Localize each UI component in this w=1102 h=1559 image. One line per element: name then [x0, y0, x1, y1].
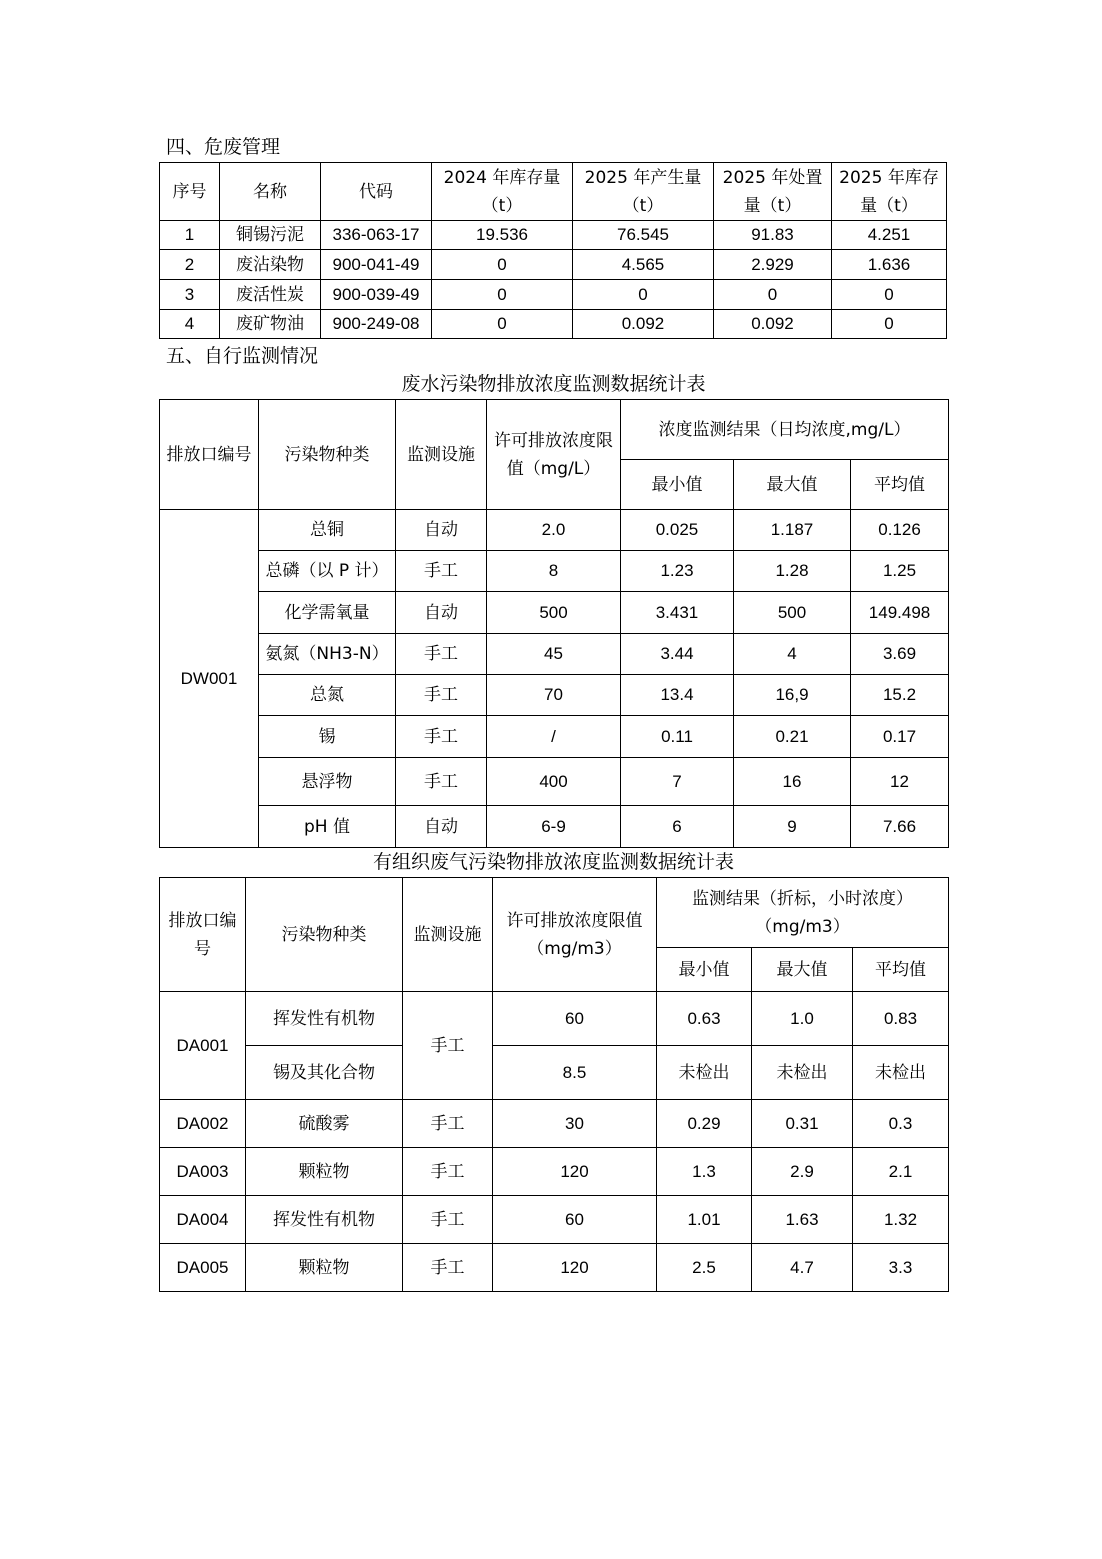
table-row	[160, 221, 947, 250]
table-cell: 手工	[403, 1196, 493, 1244]
wastewater-table-caption: 废水污染物排放浓度监测数据统计表	[401, 373, 706, 395]
table-cell: 3.44	[621, 634, 734, 675]
header-cell: 排放口编号	[160, 878, 246, 992]
section4-title: 四、危废管理	[166, 136, 281, 158]
table-cell: 91.83	[714, 221, 832, 250]
header-cell: 序号	[160, 163, 220, 221]
table-cell: 未检出	[752, 1046, 853, 1100]
table-cell: 手工	[396, 675, 487, 716]
table-cell: 2	[160, 250, 220, 280]
header-cell: 最小值	[621, 460, 734, 510]
header-cell: 许可排放浓度限值（mg/L）	[487, 400, 621, 510]
header-cell: 2025 年处置量（t）	[714, 163, 832, 221]
table-cell: 4.251	[832, 221, 947, 250]
table-cell: 1.25	[851, 551, 949, 592]
table-cell: 900-041-49	[321, 250, 432, 280]
table-cell: 2.5	[657, 1244, 752, 1292]
table-cell: 0.31	[752, 1100, 853, 1148]
table-cell: 总氮	[259, 675, 396, 716]
table-cell: 手工	[396, 758, 487, 806]
header-cell: 最大值	[752, 948, 853, 992]
table-cell: 0	[432, 310, 573, 339]
table-cell: 0.126	[851, 510, 949, 551]
outlet-cell: DW001	[160, 510, 259, 848]
table-cell: 120	[493, 1148, 657, 1196]
table-cell: 0.092	[573, 310, 714, 339]
header-cell: 许可排放浓度限值（mg/m3）	[493, 878, 657, 992]
header-cell: 浓度监测结果（日均浓度,mg/L）	[621, 400, 949, 460]
header-cell: 排放口编号	[160, 400, 259, 510]
table-cell: 7.66	[851, 806, 949, 848]
table-cell: 0.025	[621, 510, 734, 551]
table-row	[160, 551, 949, 592]
table-row	[160, 1100, 949, 1148]
table-cell: 70	[487, 675, 621, 716]
header-cell: 最小值	[657, 948, 752, 992]
table-cell: 16	[734, 758, 851, 806]
table-cell: 1.187	[734, 510, 851, 551]
hazardous-waste-table	[159, 162, 947, 339]
table-cell: 16,9	[734, 675, 851, 716]
wastewater-table	[159, 399, 949, 848]
table-cell: 30	[493, 1100, 657, 1148]
table-cell: 4	[734, 634, 851, 675]
table-cell: 未检出	[657, 1046, 752, 1100]
table-cell: 手工	[396, 634, 487, 675]
table-header-row	[160, 878, 949, 948]
table-cell: 总铜	[259, 510, 396, 551]
header-cell: 代码	[321, 163, 432, 221]
outlet-cell: DA003	[160, 1148, 246, 1196]
table-cell: 900-249-08	[321, 310, 432, 339]
table-row	[160, 592, 949, 634]
table-cell: 手工	[403, 1244, 493, 1292]
table-cell: 化学需氧量	[259, 592, 396, 634]
table-cell: 19.536	[432, 221, 573, 250]
table-cell: 2.9	[752, 1148, 853, 1196]
table-cell: 0	[832, 310, 947, 339]
table-cell: 60	[493, 1196, 657, 1244]
table-cell: /	[487, 716, 621, 758]
table-row	[160, 992, 949, 1046]
table-cell: 自动	[396, 592, 487, 634]
table-cell: 0.17	[851, 716, 949, 758]
table-row	[160, 250, 947, 280]
table-row	[160, 1196, 949, 1244]
table-cell: 7	[621, 758, 734, 806]
table-header-row	[160, 163, 947, 221]
table-cell: 手工	[396, 551, 487, 592]
table-cell: 45	[487, 634, 621, 675]
table-row	[160, 510, 949, 551]
table-cell: 400	[487, 758, 621, 806]
table-row	[160, 310, 947, 339]
header-cell: 平均值	[851, 460, 949, 510]
table-cell: 手工	[396, 716, 487, 758]
table-cell: 6-9	[487, 806, 621, 848]
table-cell: 12	[851, 758, 949, 806]
table-cell: 0.83	[853, 992, 949, 1046]
table-row	[160, 758, 949, 806]
table-row	[160, 675, 949, 716]
table-cell: 自动	[396, 510, 487, 551]
header-cell: 监测结果（折标，小时浓度）（mg/m3）	[657, 878, 949, 948]
table-cell: 手工	[403, 1100, 493, 1148]
table-cell: 自动	[396, 806, 487, 848]
table-cell: 硫酸雾	[246, 1100, 403, 1148]
table-cell: 1.28	[734, 551, 851, 592]
header-cell: 2024 年库存量（t）	[432, 163, 573, 221]
table-cell: 挥发性有机物	[246, 992, 403, 1046]
table-cell: 悬浮物	[259, 758, 396, 806]
table-cell: 336-063-17	[321, 221, 432, 250]
table-cell: 废矿物油	[220, 310, 321, 339]
table-cell: 0	[432, 280, 573, 310]
table-cell: 9	[734, 806, 851, 848]
table-cell: 900-039-49	[321, 280, 432, 310]
table-cell: 0.21	[734, 716, 851, 758]
table-cell: 3.3	[853, 1244, 949, 1292]
table-cell: 15.2	[851, 675, 949, 716]
table-cell: 120	[493, 1244, 657, 1292]
header-cell: 污染物种类	[246, 878, 403, 992]
table-cell: 废沾染物	[220, 250, 321, 280]
section5-title: 五、自行监测情况	[166, 345, 319, 367]
table-cell: 锡及其化合物	[246, 1046, 403, 1100]
outlet-cell: DA004	[160, 1196, 246, 1244]
table-cell: 3.69	[851, 634, 949, 675]
table-row	[160, 1244, 949, 1292]
table-cell: 0.3	[853, 1100, 949, 1148]
table-cell: pH 值	[259, 806, 396, 848]
outlet-cell: DA002	[160, 1100, 246, 1148]
header-cell: 监测设施	[403, 878, 493, 992]
table-cell: 颗粒物	[246, 1244, 403, 1292]
table-cell: 0.11	[621, 716, 734, 758]
table-cell: 未检出	[853, 1046, 949, 1100]
header-cell: 最大值	[734, 460, 851, 510]
table-cell: 60	[493, 992, 657, 1046]
table-cell: 挥发性有机物	[246, 1196, 403, 1244]
table-cell: 0.092	[714, 310, 832, 339]
table-row	[160, 634, 949, 675]
table-cell: 0	[714, 280, 832, 310]
table-cell: 2.1	[853, 1148, 949, 1196]
table-cell: 2.929	[714, 250, 832, 280]
table-cell: 1.3	[657, 1148, 752, 1196]
table-header-row	[160, 400, 949, 460]
table-cell: 500	[487, 592, 621, 634]
table-cell: 500	[734, 592, 851, 634]
table-cell: 总磷（以 P 计）	[259, 551, 396, 592]
table-cell: 1.63	[752, 1196, 853, 1244]
table-cell: 4.7	[752, 1244, 853, 1292]
table-cell: 149.498	[851, 592, 949, 634]
exhaust-table	[159, 877, 949, 1292]
table-cell: 1.0	[752, 992, 853, 1046]
table-cell: 1	[160, 221, 220, 250]
table-cell: 0.29	[657, 1100, 752, 1148]
table-cell: 2.0	[487, 510, 621, 551]
header-cell: 名称	[220, 163, 321, 221]
table-cell: 4	[160, 310, 220, 339]
table-cell: 3.431	[621, 592, 734, 634]
table-cell: 0	[573, 280, 714, 310]
table-cell: 废活性炭	[220, 280, 321, 310]
table-row	[160, 1148, 949, 1196]
table-cell: 颗粒物	[246, 1148, 403, 1196]
table-row	[160, 806, 949, 848]
outlet-cell: DA001	[160, 992, 246, 1100]
table-cell: 13.4	[621, 675, 734, 716]
header-cell: 污染物种类	[259, 400, 396, 510]
table-row	[160, 716, 949, 758]
table-cell: 8.5	[493, 1046, 657, 1100]
header-cell: 监测设施	[396, 400, 487, 510]
table-cell: 氨氮（NH3-N）	[259, 634, 396, 675]
outlet-cell: DA005	[160, 1244, 246, 1292]
header-cell: 2025 年产生量（t）	[573, 163, 714, 221]
header-cell: 2025 年库存量（t）	[832, 163, 947, 221]
exhaust-table-caption: 有组织废气污染物排放浓度监测数据统计表	[372, 851, 734, 873]
table-row	[160, 1046, 949, 1100]
table-cell: 4.565	[573, 250, 714, 280]
table-cell: 1.23	[621, 551, 734, 592]
table-cell: 0.63	[657, 992, 752, 1046]
table-cell: 锡	[259, 716, 396, 758]
table-cell: 3	[160, 280, 220, 310]
table-cell: 0	[432, 250, 573, 280]
table-cell: 手工	[403, 1148, 493, 1196]
header-cell: 平均值	[853, 948, 949, 992]
table-cell: 76.545	[573, 221, 714, 250]
table-cell: 铜锡污泥	[220, 221, 321, 250]
table-cell: 8	[487, 551, 621, 592]
table-cell: 0	[832, 280, 947, 310]
table-row	[160, 280, 947, 310]
table-cell: 1.636	[832, 250, 947, 280]
table-cell: 1.32	[853, 1196, 949, 1244]
table-cell: 6	[621, 806, 734, 848]
table-cell: 1.01	[657, 1196, 752, 1244]
table-cell: 手工	[403, 992, 493, 1100]
